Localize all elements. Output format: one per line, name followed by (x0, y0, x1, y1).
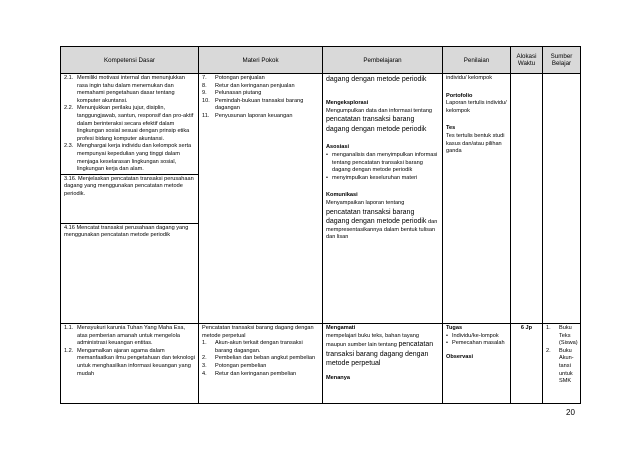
list-item: • menganalisis dan menyimpulkan informasi tentang pencatatan transaksi barang dagang dengan metode periodik (326, 151, 438, 174)
materi-cell (199, 74, 323, 324)
materi-item: 8. Retur dan keringanan penjualan (202, 82, 295, 89)
pembelajaran-continuation: dagang dengan metode periodik (326, 76, 427, 83)
materi-item: 11. Penyusunan laporan keuangan (202, 112, 293, 119)
materi-item: 7. Potongan penjualan (202, 75, 265, 81)
asosiasi-title: Asosiasi (326, 144, 350, 151)
menanya-title: Menanya (326, 374, 350, 381)
kd-item: 1.2. Mengamalkan ajaran agama dalam memanfaatkan ilmu pengetahuan dan teknologi untuk menghasilkan informasi keuangan yang mudah (64, 347, 195, 377)
header-alokasi-waktu: Alokasi Waktu (511, 47, 543, 74)
list-item: • Pemecahan masalah (446, 340, 505, 347)
table-header-row (61, 47, 581, 74)
kd-316: 3.16. Menjelaskan pencatatan transaksi perusahaan dagang yang menggunakan pencatatan metode periodik. (61, 174, 198, 223)
kd-item: 2.3. Menghargai kerja individu dan kelompok serta mempunyai kepedulian yang tinggi dalam menjaga keselarasan lingkungan sosial, lingkungan kerja dan alam. (64, 143, 192, 173)
page-number: 20 (566, 408, 575, 417)
mengeksplorasi-text: Mengumpulkan data dan informasi tentang pencatatan transaksi barang dagang dengan metode periodik (326, 107, 433, 133)
materi-item: 4. Retur dan keringanan pembelian (202, 370, 297, 377)
table-row (61, 324, 581, 404)
alokasi-cell (511, 74, 543, 324)
sumber-cell (543, 74, 581, 324)
tes-title: Tes (446, 125, 456, 132)
header-pembelajaran: Pembelajaran (323, 47, 443, 74)
kd-cell (61, 74, 199, 324)
header-materi-pokok: Materi Pokok (199, 47, 323, 74)
bullet-icon: • (446, 340, 448, 347)
penilaian-cell (443, 324, 511, 404)
bullet-icon: • (326, 174, 328, 181)
bullet-icon: • (446, 332, 448, 339)
table-row (61, 74, 581, 324)
penilaian-text: individu/ kelompok (446, 75, 493, 81)
komunikasi-text: Menyampaikan laporan tentang pencatatan transaksi barang dagang dengan metode periodik dan mempresentasikannya dalam bentuk tulisan dan lisan (326, 199, 438, 241)
syllabus-table (60, 46, 581, 404)
penilaian-cell (443, 74, 511, 324)
mengeksplorasi-title: Mengeksplorasi (326, 100, 369, 106)
materi-intro: Pencatatan transaksi barang dagang dengan metode perpetual (202, 325, 314, 339)
mengamati-title: Mengamati (326, 325, 356, 331)
sumber-item: 1. Buku Teks (Siswa) (546, 325, 578, 347)
list-item: • Individu/ke-lompok (446, 332, 499, 339)
alokasi-cell: 6 Jp (511, 324, 543, 404)
syllabus-document (60, 46, 580, 404)
kd-416: 4.16 Mencatat transaksi perusahaan dagang yang menggunakan pencatatan metode periodik (61, 223, 198, 256)
materi-cell (199, 324, 323, 404)
list-item: • menyimpulkan keseluruhan materi (326, 174, 418, 181)
kd-item: 2.2. Menunjukkan perilaku jujur, disiplin, tanggungjawab, santun, responsif dan pro-aktif dalam berinteraksi secara efektif dalam lingkungan sosial sesuai dengan prinsip etika profesi bidang komputer akuntansi. (64, 105, 194, 142)
portofolio-text: Laporan tertulis individu/ kelompok (446, 100, 507, 114)
materi-item: 9. Pelunasan piutang (202, 90, 262, 97)
pembelajaran-cell (323, 324, 443, 404)
kd-item: 1.1. Mensyukuri karunia Tuhan Yang Maha Esa, atas pemberian amanah untuk mengelola administrasi keuangan entitas. (64, 325, 186, 347)
materi-item: 3. Potongan pembelian (202, 362, 267, 369)
sumber-item: 2. Buku Akun-tansi untuk SMK (546, 347, 574, 385)
header-kompetensi-dasar: Kompetensi Dasar (61, 47, 199, 74)
tes-text: Tes tertulis bentuk studi kasus dan/atau pilihan ganda (446, 132, 505, 155)
materi-item: 1. Akun-akun terkait dengan transaksi barang dagangan. (202, 340, 303, 354)
tugas-title: Tugas (446, 325, 463, 331)
portofolio-title: Portofolio (446, 92, 473, 99)
bullet-icon: • (326, 151, 328, 158)
mengamati-text: mempelajari buku teks, bahan tayang maupun sumber lain tentang pencatatan transaksi barang dagang dengan metode perpetual (326, 332, 434, 368)
kd-item: 2.1. Memiliki motivasi internal dan menunjukkan rasa ingin tahu dalam menemukan dan memahami pengetahuan dasar tentang komputer akuntansi. (64, 75, 185, 104)
materi-item: 2. Pembelian dan beban angkut pembelian (202, 355, 316, 362)
komunikasi-title: Komunikasi (326, 192, 358, 199)
pembelajaran-cell (323, 74, 443, 324)
header-sumber-belajar: Sumber Belajar (543, 47, 581, 74)
observasi-title: Observasi (446, 353, 474, 360)
kd-cell (61, 324, 199, 404)
header-penilaian: Penilaian (443, 47, 511, 74)
materi-item: 10. Pemindah-bukuan transaksi barang dagangan (202, 97, 304, 112)
sumber-cell (543, 324, 581, 404)
